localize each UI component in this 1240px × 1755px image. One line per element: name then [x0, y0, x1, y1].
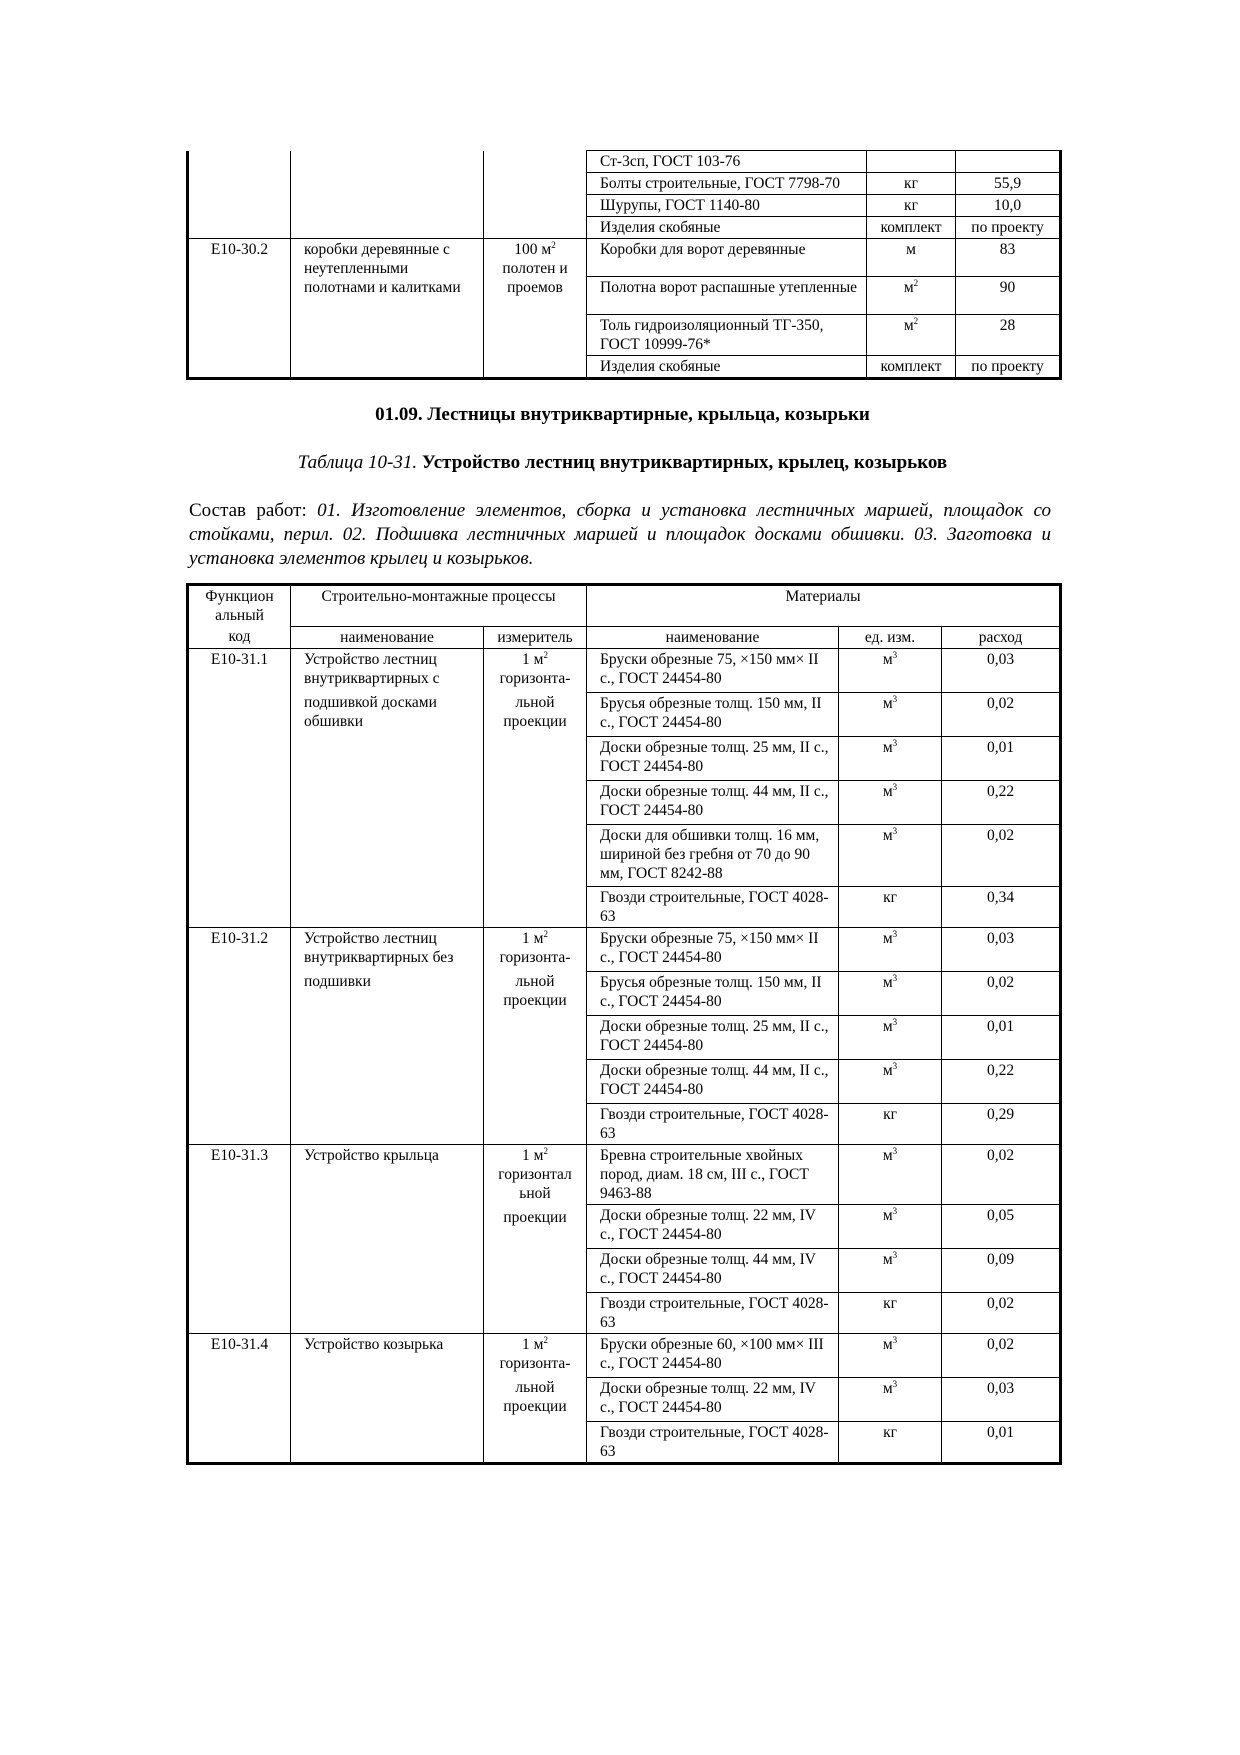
unit-text: кг	[883, 1105, 897, 1123]
material-name-cell: Гвозди строительные, ГОСТ 4028-63	[587, 886, 839, 927]
unit-text: м	[882, 1061, 893, 1079]
process-name-cell	[291, 648, 484, 927]
table-row	[188, 195, 1061, 217]
unit-sup: 3	[892, 1205, 898, 1216]
line-gap	[304, 967, 479, 972]
header-material-qty: расход	[942, 626, 1061, 648]
unit-text: м	[882, 1017, 893, 1035]
work-description-text: 01. Изготовление элементов, сборка и установка лестничных маршей, площадок со стойками, перил. 02. Подшивка лестничных маршей и площадок досками обшивки. 03. Заготовка и установка элементов крылец и козырьков.	[189, 500, 1051, 569]
material-qty-cell: 0,01	[942, 1015, 1061, 1059]
unit-text: м	[882, 973, 893, 991]
line-gap	[488, 1203, 582, 1208]
unit-cell	[484, 217, 587, 239]
code-cell	[188, 173, 291, 195]
unit-text: м	[903, 279, 914, 296]
material-name-cell: Доски обрезные толщ. 44 мм, II с., ГОСТ 24454-80	[587, 780, 839, 824]
function-code-cell: Е10-31.4	[188, 1333, 291, 1463]
material-name-cell: Гвозди строительные, ГОСТ 4028-63	[587, 1421, 839, 1463]
code-cell	[188, 217, 291, 239]
material-qty-cell: 0,34	[942, 886, 1061, 927]
line-gap	[488, 1373, 582, 1378]
material-unit-cell	[839, 1292, 942, 1333]
material-name-cell: Доски обрезные толщ. 44 мм, II с., ГОСТ 24454-80	[587, 1059, 839, 1103]
material-unit-cell	[839, 1333, 942, 1377]
material-qty-cell: 0,02	[942, 692, 1061, 736]
name-cell	[291, 217, 484, 239]
material-name-cell: Доски обрезные толщ. 22 мм, IV с., ГОСТ 24454-80	[587, 1377, 839, 1421]
name-cell	[291, 173, 484, 195]
material-qty-cell: 0,22	[942, 780, 1061, 824]
unit-sup: 3	[892, 1249, 898, 1260]
unit-sup: 2	[913, 315, 919, 326]
process-name-cell	[291, 239, 484, 379]
material-name-cell: Толь гидроизоляционный ТГ-350, ГОСТ 10999-76*	[587, 315, 867, 356]
code-cell	[188, 195, 291, 217]
material-unit-cell: кг	[867, 173, 956, 195]
unit-value: 1 м	[522, 1335, 544, 1353]
header-material-unit: ед. изм.	[839, 626, 942, 648]
material-unit-cell	[839, 1421, 942, 1463]
unit-text: м	[882, 1206, 893, 1224]
section-title: 01.09. Лестницы внутриквартирные, крыльца, козырьки	[375, 404, 870, 425]
unit-text: м	[882, 826, 893, 844]
process-name-part: Устройство крыльца	[304, 1146, 439, 1164]
header-function-code-sub: код	[188, 626, 291, 648]
material-unit-cell	[839, 648, 942, 692]
unit-sup: 2	[543, 649, 548, 660]
unit-text: м	[882, 1146, 893, 1164]
material-name-cell: Бруски обрезные 75, ×150 мм× II с., ГОСТ 24454-80	[587, 648, 839, 692]
material-name-cell: Доски обрезные толщ. 44 мм, IV с., ГОСТ 24454-80	[587, 1248, 839, 1292]
unit-cell	[484, 173, 587, 195]
material-qty-cell: 0,09	[942, 1248, 1061, 1292]
table-caption-label: Таблица 10-31.	[297, 452, 418, 473]
unit-sup: 2	[543, 1145, 548, 1156]
material-qty-cell: 55,9	[956, 173, 1061, 195]
unit-text: м	[903, 317, 914, 334]
unit-value: 100 м	[514, 241, 552, 258]
unit-value: 1 м	[522, 929, 544, 947]
unit-sup: 3	[892, 825, 898, 836]
unit-sup: 3	[892, 1334, 898, 1345]
code-cell	[188, 151, 291, 173]
process-name-part: полотнами и калитками	[304, 279, 461, 296]
function-code-cell: Е10-30.2	[188, 239, 291, 379]
material-name-cell: Шурупы, ГОСТ 1140-80	[587, 195, 867, 217]
table-row	[188, 239, 1061, 277]
unit-value-line: льной проекции	[503, 693, 567, 730]
material-qty-cell: 90	[956, 277, 1061, 315]
unit-value: 1 м	[522, 1146, 544, 1164]
material-name-cell: Брусья обрезные толщ. 150 мм, II с., ГОСТ 24454-80	[587, 971, 839, 1015]
unit-sup: 2	[543, 1334, 548, 1345]
material-qty-cell: 0,02	[942, 971, 1061, 1015]
material-qty-cell: 0,02	[942, 1292, 1061, 1333]
material-qty-cell: 0,05	[942, 1204, 1061, 1248]
material-name-cell: Полотна ворот распашные утепленные	[587, 277, 867, 315]
table-10-31-body	[188, 585, 1061, 1464]
process-name-part: Устройство лестниц внутриквартирных с	[304, 650, 440, 687]
header-materials: Материалы	[587, 585, 1061, 627]
material-name-cell: Доски обрезные толщ. 25 мм, II с., ГОСТ 24454-80	[587, 736, 839, 780]
unit-cell	[484, 648, 587, 927]
material-name-cell: Изделия скобяные	[587, 217, 867, 239]
function-code-cell: Е10-31.2	[188, 927, 291, 1144]
table-row	[188, 648, 1061, 692]
unit-sup: 3	[892, 1060, 898, 1071]
header-processes: Строительно-монтажные процессы	[291, 585, 587, 627]
unit-sup: 3	[892, 1145, 898, 1156]
process-name-part: Устройство лестниц внутриквартирных без	[304, 929, 454, 966]
table-caption	[186, 451, 1059, 475]
unit-value-line: горизонта-	[499, 669, 571, 687]
name-cell	[291, 195, 484, 217]
table-10-30-continuation	[186, 150, 1062, 380]
unit-value-line: горизонта-	[499, 1354, 571, 1372]
unit-sup: 3	[892, 1378, 898, 1389]
header-subrow	[188, 626, 1061, 648]
unit-text: м	[882, 929, 893, 947]
process-name-cell	[291, 927, 484, 1144]
header-function-code: Функцион альный	[188, 585, 291, 627]
line-gap	[304, 688, 479, 693]
process-name-cell	[291, 1333, 484, 1463]
material-name-cell: Изделия скобяные	[587, 356, 867, 379]
material-unit-cell: м	[867, 239, 956, 277]
unit-text: кг	[883, 1294, 897, 1312]
unit-text: м	[882, 1379, 893, 1397]
material-name-cell: Бревна строительные хвойных пород, диам. 18 см, III с., ГОСТ 9463-88	[587, 1144, 839, 1204]
unit-text: кг	[883, 1423, 897, 1441]
unit-value-line: проекции	[503, 1208, 567, 1226]
header-row	[188, 585, 1061, 627]
material-unit-cell	[839, 1059, 942, 1103]
material-qty-cell: 10,0	[956, 195, 1061, 217]
process-name-part: подшивки	[304, 972, 371, 990]
material-name-cell: Бруски обрезные 75, ×150 мм× II с., ГОСТ 24454-80	[587, 927, 839, 971]
work-description-prefix: Состав работ:	[189, 500, 318, 521]
unit-value-line: горизонтал ьной	[498, 1165, 572, 1202]
material-unit-cell	[839, 886, 942, 927]
table-10-31	[186, 583, 1062, 1465]
material-qty-cell: 28	[956, 315, 1061, 356]
table-caption-title: Устройство лестниц внутриквартирных, крылец, козырьков	[421, 452, 948, 473]
line-gap	[488, 688, 582, 693]
table-row	[188, 1333, 1061, 1377]
function-code-cell: Е10-31.1	[188, 648, 291, 927]
material-qty-cell: 0,01	[942, 1421, 1061, 1463]
unit-sup: 3	[892, 693, 898, 704]
material-qty-cell: 0,29	[942, 1103, 1061, 1144]
material-unit-cell	[839, 1103, 942, 1144]
unit-value-rest: полотен и проемов	[502, 260, 568, 296]
material-qty-cell: 0,02	[942, 1144, 1061, 1204]
process-name-part: коробки деревянные с неутепленными	[304, 241, 450, 277]
material-name-cell: Ст-3сп, ГОСТ 103-76	[587, 151, 867, 173]
material-unit-cell	[839, 1248, 942, 1292]
function-code-cell: Е10-31.3	[188, 1144, 291, 1333]
unit-sup: 3	[892, 972, 898, 983]
unit-cell	[484, 195, 587, 217]
unit-cell	[484, 239, 587, 379]
unit-sup: 3	[892, 928, 898, 939]
material-unit-cell	[867, 277, 956, 315]
material-name-cell: Доски обрезные толщ. 25 мм, II с., ГОСТ 24454-80	[587, 1015, 839, 1059]
header-process-name: наименование	[291, 626, 484, 648]
unit-text: м	[882, 1335, 893, 1353]
material-qty-cell: 0,22	[942, 1059, 1061, 1103]
material-unit-cell	[867, 151, 956, 173]
unit-cell	[484, 927, 587, 1144]
material-qty-cell: по проекту	[956, 356, 1061, 379]
material-qty-cell: 0,01	[942, 736, 1061, 780]
material-qty-cell: 0,02	[942, 824, 1061, 886]
material-qty-cell: 0,03	[942, 927, 1061, 971]
material-qty-cell: 0,02	[942, 1333, 1061, 1377]
unit-text: м	[882, 650, 893, 668]
material-unit-cell	[839, 736, 942, 780]
material-name-cell: Гвозди строительные, ГОСТ 4028-63	[587, 1292, 839, 1333]
material-unit-cell	[867, 315, 956, 356]
unit-sup: 3	[892, 649, 898, 660]
unit-sup: 2	[543, 928, 548, 939]
process-name-cell	[291, 1144, 484, 1333]
table-row	[188, 151, 1061, 173]
unit-sup: 3	[892, 781, 898, 792]
material-name-cell: Болты строительные, ГОСТ 7798-70	[587, 173, 867, 195]
material-qty-cell: 83	[956, 239, 1061, 277]
material-unit-cell	[839, 1015, 942, 1059]
table-row	[188, 927, 1061, 971]
line-gap	[488, 967, 582, 972]
material-name-cell: Брусья обрезные толщ. 150 мм, II с., ГОСТ 24454-80	[587, 692, 839, 736]
unit-cell	[484, 151, 587, 173]
unit-value-line: льной проекции	[503, 1378, 567, 1415]
header-material-name: наименование	[587, 626, 839, 648]
material-unit-cell: комплект	[867, 356, 956, 379]
material-qty-cell: 0,03	[942, 648, 1061, 692]
unit-sup: 3	[892, 1016, 898, 1027]
unit-sup: 3	[892, 737, 898, 748]
material-name-cell: Гвозди строительные, ГОСТ 4028-63	[587, 1103, 839, 1144]
unit-text: м	[882, 694, 893, 712]
material-unit-cell	[839, 1377, 942, 1421]
table-row	[188, 173, 1061, 195]
work-description	[189, 499, 1051, 571]
process-name-part: Устройство козырька	[304, 1335, 444, 1353]
process-name-part: подшивкой досками обшивки	[304, 693, 437, 730]
table-row	[188, 217, 1061, 239]
unit-cell	[484, 1333, 587, 1463]
material-unit-cell	[839, 1144, 942, 1204]
material-unit-cell	[839, 971, 942, 1015]
unit-text: м	[882, 738, 893, 756]
unit-value-line: льной проекции	[503, 972, 567, 1009]
material-name-cell: Бруски обрезные 60, ×100 мм× III с., ГОСТ 24454-80	[587, 1333, 839, 1377]
unit-value: 1 м	[522, 650, 544, 668]
material-name-cell: Доски обрезные толщ. 22 мм, IV с., ГОСТ 24454-80	[587, 1204, 839, 1248]
material-qty-cell: по проекту	[956, 217, 1061, 239]
header-process-meter: измеритель	[484, 626, 587, 648]
unit-cell	[484, 1144, 587, 1333]
material-qty-cell: 0,03	[942, 1377, 1061, 1421]
material-unit-cell: кг	[867, 195, 956, 217]
material-unit-cell: комплект	[867, 217, 956, 239]
material-qty-cell	[956, 151, 1061, 173]
unit-text: м	[882, 782, 893, 800]
material-unit-cell	[839, 692, 942, 736]
material-name-cell: Доски для обшивки толщ. 16 мм, шириной без гребня от 70 до 90 мм, ГОСТ 8242-88	[587, 824, 839, 886]
material-unit-cell	[839, 824, 942, 886]
unit-sup: 2	[913, 277, 919, 288]
material-unit-cell	[839, 1204, 942, 1248]
material-unit-cell	[839, 780, 942, 824]
name-cell	[291, 151, 484, 173]
unit-value-line: горизонта-	[499, 948, 571, 966]
unit-text: м	[882, 1250, 893, 1268]
material-unit-cell	[839, 927, 942, 971]
unit-text: кг	[883, 888, 897, 906]
table-row	[188, 1144, 1061, 1204]
material-name-cell: Коробки для ворот деревянные	[587, 239, 867, 277]
unit-sup: 2	[551, 239, 556, 250]
